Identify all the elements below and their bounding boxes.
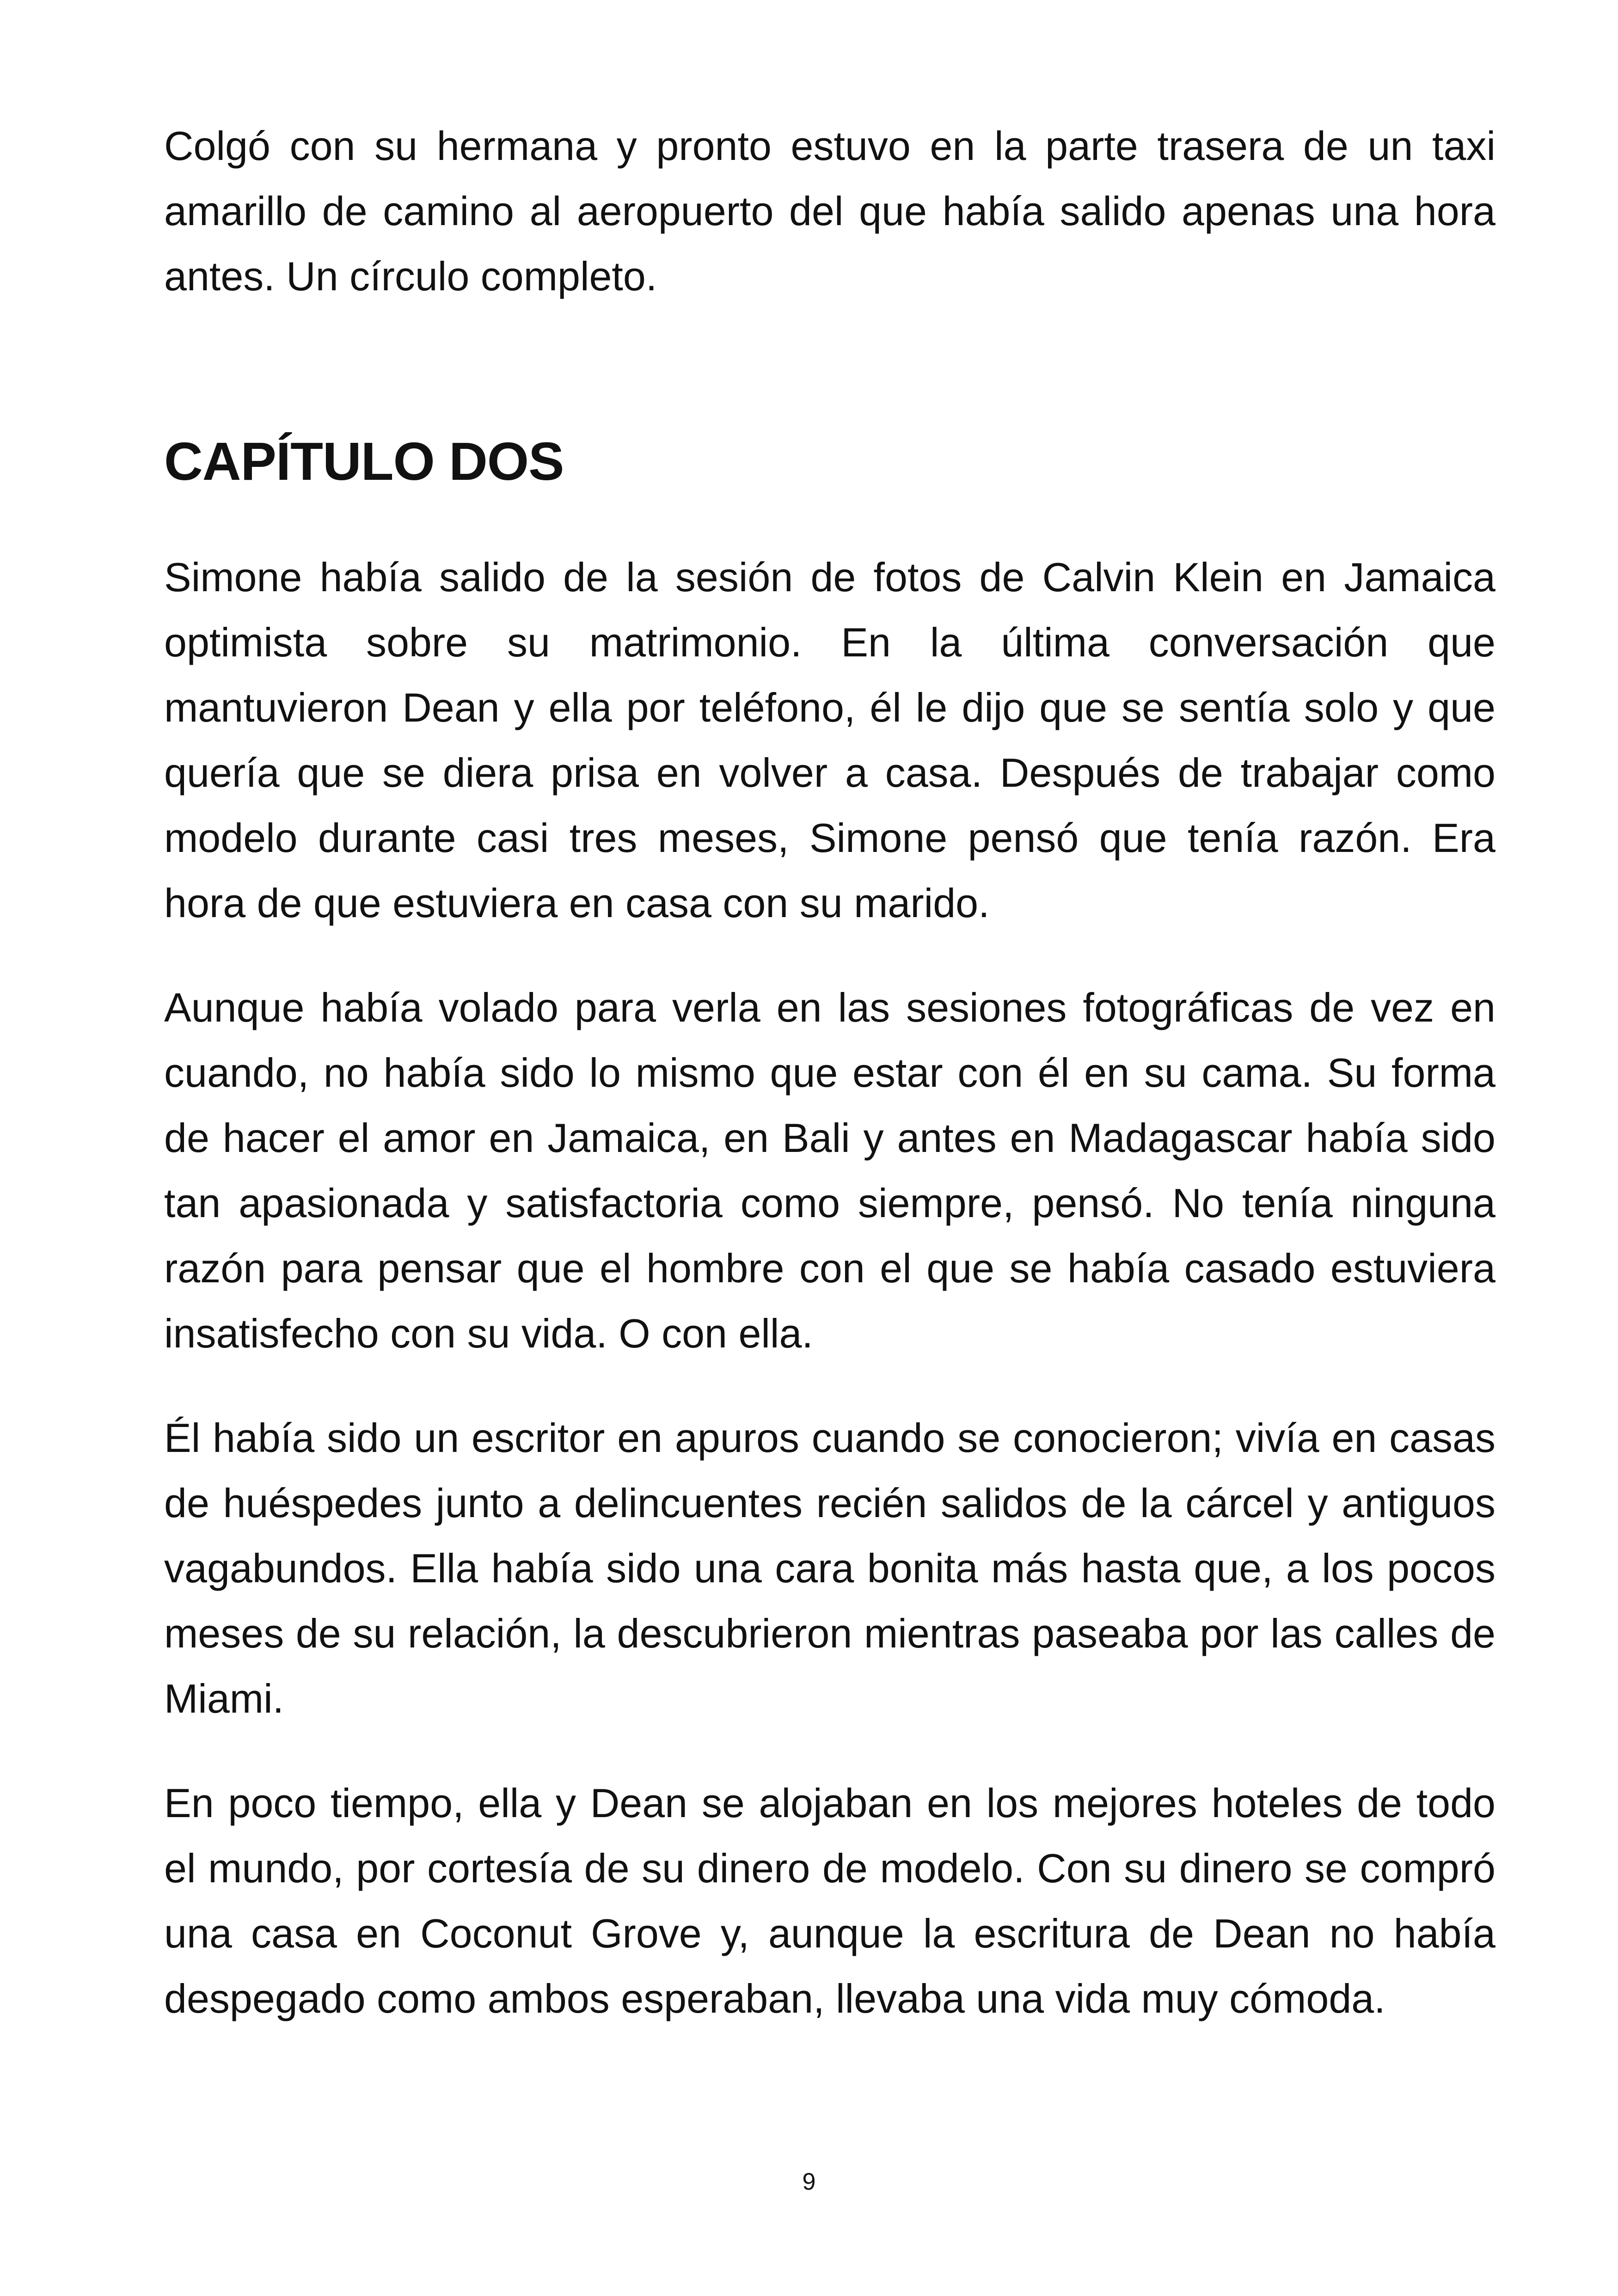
chapter-title: CAPÍTULO DOS [164, 431, 564, 491]
paragraph-1: Simone había salido de la sesión de fotos de Calvin Klein en Jamaica optimista sobre su matrimonio. En la última conversación que mantuvieron Dean y ella por teléfono, él le dijo que se sentía solo y que quería que se diera prisa en volver a casa. Después de trabajar como modelo durante casi tres meses, Simone pensó que tenía razón. Era hora de que estuviera en casa con su marido. [164, 554, 1495, 926]
page-number: 9 [802, 2168, 816, 2195]
paragraph-2: Aunque había volado para verla en las sesiones fotográficas de vez en cuando, no había sido lo mismo que estar con él en su cama. Su forma de hacer el amor en Jamaica, en Bali y antes en Madagascar había sido tan apasionada y satisfactoria como siempre, pensó. No tenía ninguna razón para pensar que el hombre con el que se había casado estuviera insatisfecho con su vida. O con ella. [164, 985, 1495, 1356]
page-content [164, 113, 1495, 2070]
paragraph-3: Él había sido un escritor en apuros cuando se conocieron; vivía en casas de huéspedes junto a delincuentes recién salidos de la cárcel y antiguos vagabundos. Ella había sido una cara bonita más hasta que, a los pocos meses de su relación, la descubrieron mientras paseaba por las calles de Miami. [164, 1415, 1495, 1721]
paragraph-4: En poco tiempo, ella y Dean se alojaban en los mejores hoteles de todo el mundo, por cortesía de su dinero de modelo. Con su dinero se compró una casa en Coconut Grove y, aunque la escritura de Dean no había despegado como ambos esperaban, llevaba una vida muy cómoda. [164, 1780, 1495, 2021]
opening-paragraph: Colgó con su hermana y pronto estuvo en la parte trasera de un taxi amarillo de camino al aeropuerto del que había salido apenas una hora antes. Un círculo completo. [164, 123, 1495, 299]
